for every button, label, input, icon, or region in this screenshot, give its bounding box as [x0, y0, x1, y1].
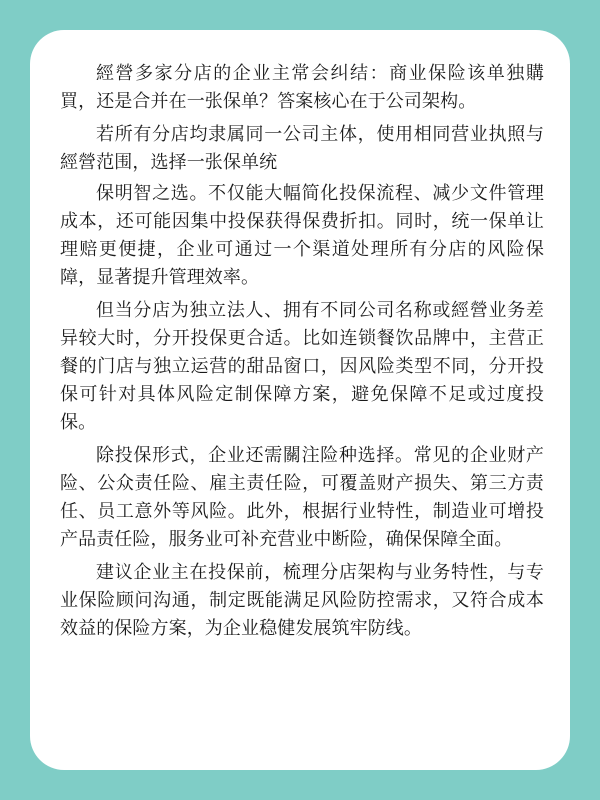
paragraph-1: 經營多家分店的企业主常会纠结：商业保险该单独購買，还是合并在一张保单？答案核心在于公司架构。 [60, 63, 544, 112]
paragraph-4: 但当分店为独立法人、拥有不同公司名称或經營业务差异较大时，分开投保更合适。比如连锁餐饮品牌中，主营正餐的门店与独立运营的甜品窗口，因风险类型不同，分开投保可针对具体风险定制保障方案，避免保障不足或过度投保。 [60, 300, 544, 433]
paragraph-3: 保明智之选。不仅能大幅简化投保流程、减少文件管理成本，还可能因集中投保获得保费折扣。同时，统一保单让理赔更便捷，企业可通过一个渠道处理所有分店的风险保障，显著提升管理效率。 [60, 183, 544, 288]
paragraph-5: 除投保形式，企业还需關注险种选择。常见的企业财产险、公众责任险、雇主责任险，可覆盖财产损失、第三方责任、员工意外等风险。此外，根据行业特性，制造业可增投产品责任险，服务业可补充营业中断险，确保保障全面。 [60, 445, 544, 550]
paragraph-2: 若所有分店均隶属同一公司主体，使用相同营业执照与經營范围，选择一张保单统 [60, 124, 544, 173]
article-body [60, 60, 544, 648]
paragraph-6: 建议企业主在投保前，梳理分店架构与业务特性，与专业保险顾问沟通，制定既能满足风险防控需求，又符合成本效益的保险方案，为企业稳健发展筑牢防线。 [60, 562, 544, 639]
